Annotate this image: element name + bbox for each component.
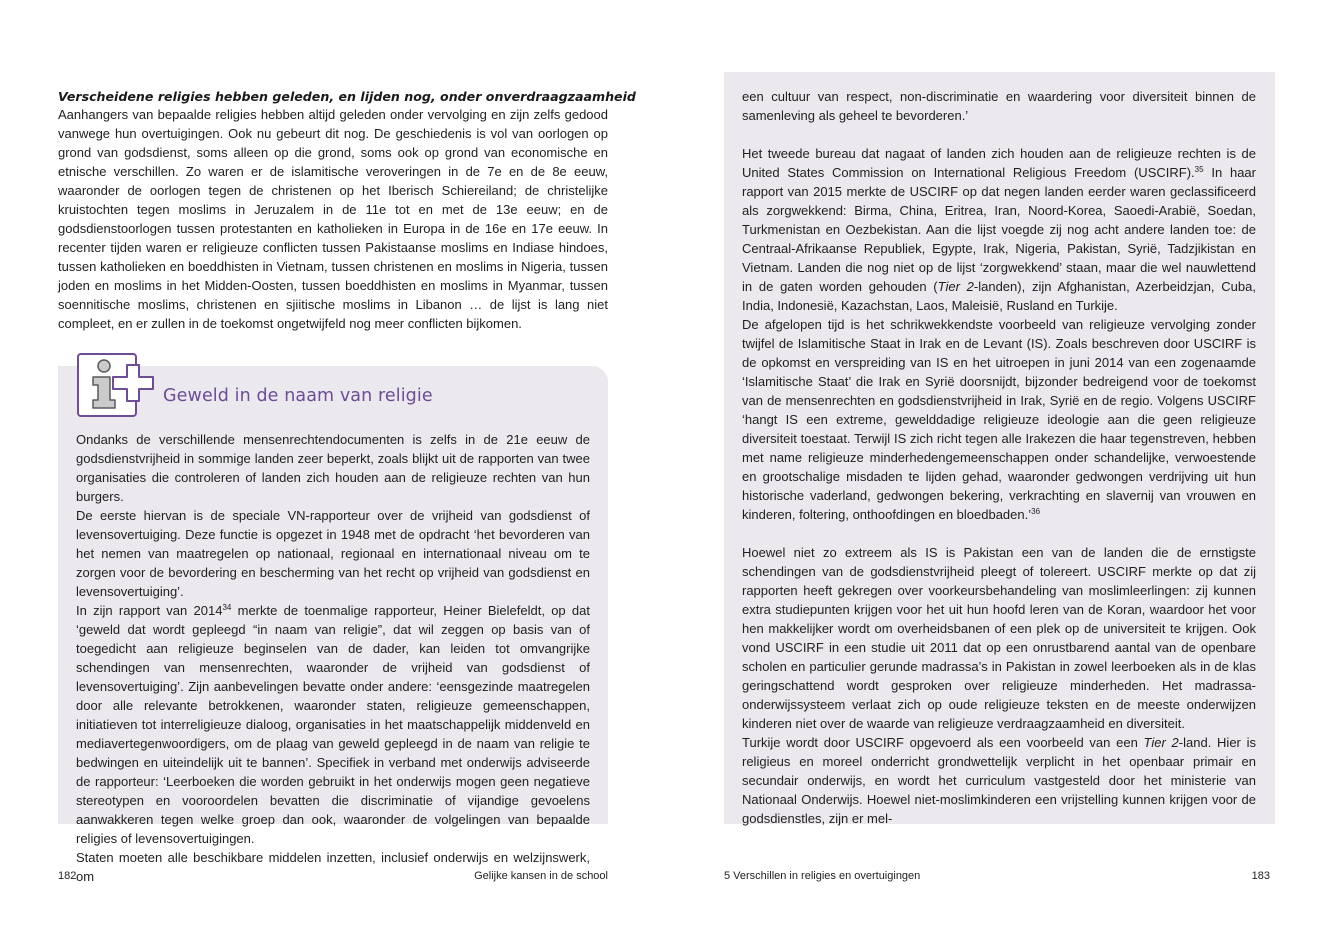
info-paragraph-1: Ondanks de verschillende mensenrechtendocumenten is zelfs in de 21e eeuw de godsdienstvrijheid in sommige landen zeer beperkt, zoals blijkt uit de rapporten van twee organisaties die controleren of landen zich houden aan de religieuze rechten van hun burgers.: [76, 432, 590, 504]
section-heading: Verscheidene religies hebben geleden, en lijden nog, onder onverdraagzaamheid: [58, 89, 636, 104]
right-paragraph-4: Hoewel niet zo extreem als IS is Pakistan een van de landen die de ernstigste schendingen van de godsdienstvrijheid pleegt of tolereert. USCIRF merkte op dat zij rapporten heeft gekregen over voorkeursbehandeling van moslimleerlingen: zij kunnen extra studiepunten krijgen voor het uit hun hoofd leren van de Koran, waardoor het voor hen makkelijker wordt om overheidsbanen of een plek op de universiteit te krijgen. Ook vond USCIRF in een studie uit 2011 dat op een onrustbarend aantal van de openbare scholen en particulier gerunde madrassa’s in Pakistan in zowel leerboeken als in de klas geringschattend wordt gesproken over religieuze minderheden. Het madrassa-onderwijssysteem verlaat zich op oude religieuze teksten en de meeste onderwijzen kinderen niet over de waarde van religieuze verdraagzaamheid en diversiteit.: [742, 545, 1256, 731]
info-paragraph-4: Staten moeten alle beschikbare middelen inzetten, inclusief onderwijs en welzijnswerk, om: [76, 850, 590, 884]
page-number-right: 183: [1251, 870, 1270, 882]
page-number-left: 182: [58, 870, 77, 882]
intro-paragraph: Aanhangers van bepaalde religies hebben altijd geleden onder vervolging en zijn zelfs gedood vanwege hun overtuigingen. Ook nu gebeurt dit nog. De geschiedenis is vol van oorlogen op grond van godsdienst, soms alleen op die grond, soms ook op grond van economische en etnische verschillen. Zo waren er de islamitische veroveringen in de 7e en de 8e eeuw, waaronder de oorlogen tegen de christenen op het Iberisch Schiereiland; de christelijke kruistochten tegen moslims in Jeruzalem in de 11e tot en met de 13e eeuw; en de godsdienstoorlogen tussen protestanten en katholieken in Europa in de 16e en 17e eeuw. In recenter tijden waren er religieuze conflicten tussen Pakistaanse moslims en Indiase hindoes, tussen katholieken en boeddhisten in Vietnam, tussen christenen en moslims in Nigeria, tussen joden en moslims in het Midden-Oosten, tussen boeddhisten en moslims in Myanmar, tussen soennitische moslims, christenen en sjiitische moslims in Libanon … de lijst is lang niet compleet, en er zullen in de toekomst ongetwijfeld nog meer conflicten bijkomen.: [58, 107, 608, 331]
info-box-title: Geweld in de naam van religie: [163, 386, 433, 406]
right-paragraph-3: De afgelopen tijd is het schrikwekkendste voorbeeld van religieuze vervolging zonder twijfel de Islamitische Staat in Irak en de Levant (IS). Zoals beschreven door USCIRF is de opkomst en verspreiding van IS en het uitroepen in juni 2014 van een zogenaamde ‘Islamitische Staat’ die Irak en Syrië doorsnijdt, bijzonder bedreigend voor de toekomst van de mensenrechten en godsdienstvrijheid in Irak, Syrië en de regio. Volgens USCIRF ‘hangt IS een extreme, gewelddadige religieuze ideologie aan die geen religieuze diversiteit toestaat. Terwijl IS zich richt tegen alle Irakezen die haar tegenstreven, hebben met name religieuze minderhedengemeenschappen onder schandelijke, verwoestende en grootschalige misdaden te lijden gehad, waaronder gedwongen verdrijving uit hun historische vaderland, gedwongen bekering, verkrachting en slavernij van vrouwen en kinderen, foltering, onthoofdingen en bloedbaden.’$^{36}$: [742, 317, 1256, 522]
info-paragraph-2: De eerste hiervan is de speciale VN-rapporteur over de vrijheid van godsdienst of levensovertuiging. Deze functie is opgezet in 1948 met de opdracht ‘het bevorderen van het nemen van maatregelen op nationaal, regionaal en internationaal niveau om te zorgen voor de bevordering en bescherming van het recht op vrijheid van godsdienst en levensovertuiging’.: [76, 508, 590, 599]
chapter-title: 5 Verschillen in religies en overtuigingen: [724, 870, 921, 882]
footnote-ref-35: 35: [1194, 165, 1204, 174]
right-paragraph-2: Het tweede bureau dat nagaat of landen zich houden aan de religieuze rechten is de United States Commission on International Religious Freedom (USCIRF).$^{35}$ In haar rapport van 2015 merkte de USCIRF op dat negen landen eerder waren geclassificeerd als zorgwekkend: Birma, China, Eritrea, Iran, Noord-Korea, Saoedi-Arabië, Soedan, Turkmenistan en Oezbekistan. Aan die lijst voegde zij nog acht andere landen toe: de Centraal-Afrikaanse Republiek, Egypte, Irak, Nigeria, Pakistan, Syrië, Tadzjikistan en Vietnam. Landen die nog niet op de lijst ‘zorgwekkend’ staan, maar die wel nauwlettend in de gaten worden gehouden (Tier 2-landen), zijn Afghanistan, Azerbeidzjan, Cuba, India, Indonesië, Kazachstan, Laos, Maleisië, Rusland en Turkije.: [742, 146, 1256, 313]
footnote-ref-34: 34: [222, 603, 232, 612]
info-paragraph-3: In zijn rapport van 2014$^{34}$ merkte de toenmalige rapporteur, Heiner Bielefeldt, op dat ‘geweld dat wordt gepleegd “in naam van religie”, dat wil zeggen op basis van of toegedicht aan religieuze beginselen van de dader, kan leiden tot omvangrijke schendingen van mensenrechten, waaronder de vrijheid van godsdienst of levensovertuiging’. Zijn aanbevelingen bevatte onder andere: ‘eensgezinde maatregelen door alle relevante betrokkenen, waaronder staten, religieuze gemeenschappen, initiatieven tot interreligieuze dialoog, organisaties in het maatschappelijk middenveld en mediavertegenwoordigers, om de plaag van geweld gepleegd in de naam van religie te bedwingen en uiteindelijk uit te bannen’. Specifiek in verband met onderwijs adviseerde de rapporteur: ‘Leerboeken die worden gebruikt in het onderwijs mogen geen negatieve stereotypen en vooroordelen bevatten die discriminatie of vijandige gevoelens aanwakkeren tegen welke groep dan ook, waaronder de volgelingen van bepaalde religies of levensovertuigingen.: [76, 603, 590, 846]
info-plus-icon: [77, 353, 159, 417]
right-paragraph-1: een cultuur van respect, non-discriminatie en waardering voor diversiteit binnen de samenleving als geheel te bevorderen.’: [742, 89, 1256, 123]
right-page-body: [742, 87, 1256, 828]
footnote-ref-36: 36: [1031, 507, 1041, 516]
right-paragraph-5: Turkije wordt door USCIRF opgevoerd als een voorbeeld van een Tier 2-land. Hier is religieus en moreel onderricht grondwettelijk verplicht in het openbaar primair en secundair onderwijs, en wordt het curriculum vastgesteld door het ministerie van Nationaal Onderwijs. Hoewel niet-moslimkinderen een vrijstelling kunnen krijgen voor de godsdienstles, zijn er mel-: [742, 735, 1257, 826]
info-box-body: [76, 430, 590, 886]
running-title: Gelijke kansen in de school: [474, 870, 608, 882]
